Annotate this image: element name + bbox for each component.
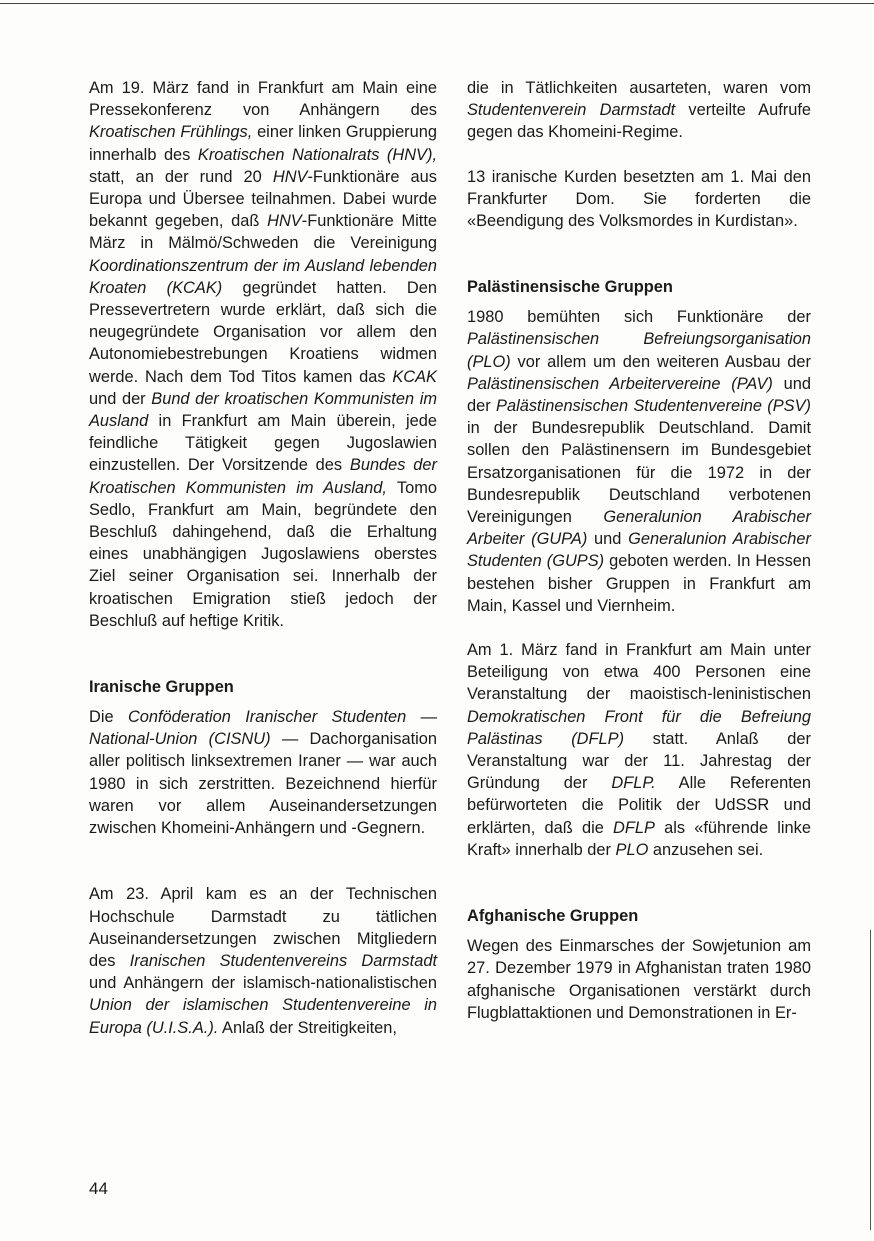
paragraph-kurden — [467, 166, 811, 233]
italic-term: Kroatischen Frühlings, — [89, 123, 253, 142]
text-run: und der — [89, 389, 152, 408]
text-run: und — [587, 530, 629, 549]
paragraph-kroatische-gruppen — [89, 77, 437, 632]
italic-term: Generalunion Arabischer Arbeiter (GUPA) — [467, 508, 811, 549]
page-number: 44 — [89, 1179, 108, 1198]
text-run: die in Tätlichkeiten ausarteten, waren vom — [467, 79, 811, 97]
italic-term: DFLP. — [611, 774, 656, 793]
text-run: einer linken Gruppierung innerhalb des — [89, 123, 437, 164]
text-run: und der — [467, 374, 812, 416]
text-run: Anlaß der Streitigkeiten, — [218, 1018, 397, 1037]
text-run: vor allem um den weiteren Ausbau der — [510, 352, 811, 371]
paragraph-afghanistan — [467, 935, 811, 1024]
text-run: als «führende linke Kraft» innerhalb der — [467, 818, 811, 859]
text-run: gegründet hatten. Den Pressevertretern wurde erklärt, daß sich die neugegründete Organisation vor allem den Autonomiebestrebungen Kroatiens widmen werde. Nach dem Tod Titos kamen das — [89, 278, 437, 386]
text-run: und Anhängern der islamisch-nationalistischen — [89, 974, 437, 993]
paragraph-studentenverein — [467, 77, 811, 144]
right-column — [467, 77, 811, 1046]
italic-term: Conföderation Iranischer Studenten — National-Union (CISNU) — [89, 708, 437, 749]
text-run: Tomo Sedlo, Frankfurt am Main, begründete den Beschluß dahingehend, daß die Erhaltung eines unabhängigen Jugoslawiens oberstes Ziel seiner Organisation sei. Innerhalb der kroatischen Emigration stieß jedoch der Beschluß auf heftige Kritik. — [89, 478, 437, 630]
text-run: anzusehen sei. — [648, 840, 764, 859]
italic-term: Palästinensischen Studentenvereine (PSV) — [496, 397, 811, 416]
italic-term: DFLP — [613, 818, 655, 837]
text-run: — Dachorganisation aller politisch linksextremen Iraner — war auch 1980 in sich zerstritten. Bezeichnend hierfür waren vor allem Auseinandersetzungen zwischen Khomeini-Anhängern und -Gegnern. — [89, 730, 438, 838]
italic-term: Palästinensischen Arbeitervereine (PAV) — [467, 374, 773, 393]
text-run: Die — [89, 708, 128, 727]
paragraph-plo — [467, 306, 811, 617]
italic-term: Kroatischen Nationalrats (HNV), — [197, 145, 437, 164]
italic-term: PLO — [615, 840, 649, 859]
text-run: Alle Referenten befürworteten die Politik der UdSSR und erklärten, daß die — [467, 774, 811, 837]
text-run: verteilte Aufrufe gegen das Khomeini-Regime. — [467, 101, 811, 142]
italic-term: Bund der kroatischen Kommunisten im Ausland — [89, 389, 437, 431]
italic-term: HNV — [267, 212, 302, 231]
italic-term: Studentenverein Darmstadt — [467, 101, 676, 120]
italic-term: Generalunion Arabischer Studenten (GUPS) — [467, 530, 811, 571]
heading-palaestinensische-gruppen: Palästinensische Gruppen — [467, 278, 673, 297]
italic-term: Union der islamischen Studentenvereine in Europa (U.I.S.A.). — [89, 996, 437, 1037]
text-run: Am 23. April kam es an der Technischen Hochschule Darmstadt zu tätlichen Auseinandersetzungen zwischen Mitgliedern des — [89, 885, 437, 970]
text-run: 13 iranische Kurden besetzten am 1. Mai den Frankfurter Dom. Sie forderten die «Beendigung des Volksmordes in Kurdistan». — [467, 167, 811, 231]
italic-term: Bundes der Kroatischen Kommunisten im Ausland, — [89, 456, 437, 497]
paragraph-cisnu — [89, 706, 437, 839]
italic-term: Demokratischen Front für die Befreiung Palästinas (DFLP) — [467, 707, 811, 748]
italic-term: Iranischen Studentenvereins Darmstadt — [129, 951, 437, 970]
heading-afghanische-gruppen: Afghanische Gruppen — [467, 907, 639, 926]
text-run: statt, an der rund 20 — [89, 167, 273, 186]
text-run: Am 1. März fand in Frankfurt am Main unter Beteiligung von etwa 400 Personen eine Veranstaltung der maoistisch-leninistischen — [467, 641, 811, 704]
text-run: -Funktionäre aus Europa und Übersee teilnahmen. Dabei wurde bekannt gegeben, daß — [89, 167, 437, 231]
right-margin-rule — [870, 930, 871, 1230]
left-column — [89, 77, 437, 1061]
text-run: Am 19. März fand in Frankfurt am Main eine Pressekonferenz von Anhängern des — [89, 79, 437, 120]
text-run: statt. Anlaß der Veranstaltung war der 11. Jahrestag der Gründung der — [467, 729, 811, 793]
heading-iranische-gruppen: Iranische Gruppen — [89, 678, 234, 697]
text-run: geboten werden. In Hessen bestehen bisher Gruppen in Frankfurt am Main, Kassel und Viernheim. — [467, 552, 811, 615]
text-run: in der Bundesrepublik Deutschland. Damit sollen den Palästinensern im Bundesgebiet Ersatzorganisationen für die 1972 in der Bundesrepublik Deutschland verbotenen Vereinigungen — [467, 419, 811, 527]
text-run: 1980 bemühten sich Funktionäre der — [467, 308, 811, 327]
italic-term: Palästinensischen Befreiungsorganisation (PLO) — [467, 330, 811, 371]
italic-term: KCAK — [392, 367, 437, 386]
italic-term: HNV — [272, 167, 308, 186]
top-rule — [0, 3, 874, 4]
paragraph-dflp — [467, 639, 811, 861]
text-run: Wegen des Einmarsches der Sowjetunion am 27. Dezember 1979 in Afghanistan traten 1980 afghanische Organisationen verstärkt durch Flugblattaktionen und Demonstrationen in Er- — [467, 937, 811, 1022]
text-run: -Funktionäre Mitte März in Mälmö/Schweden die Vereinigung — [89, 212, 437, 253]
italic-term: Koordinationszentrum der im Ausland lebenden Kroaten (KCAK) — [89, 256, 437, 297]
paragraph-darmstadt — [89, 883, 437, 1038]
text-run: in Frankfurt am Main überein, jede feindliche Tätigkeit gegen Jugoslawien einzustellen. Der Vorsitzende des — [89, 412, 437, 475]
